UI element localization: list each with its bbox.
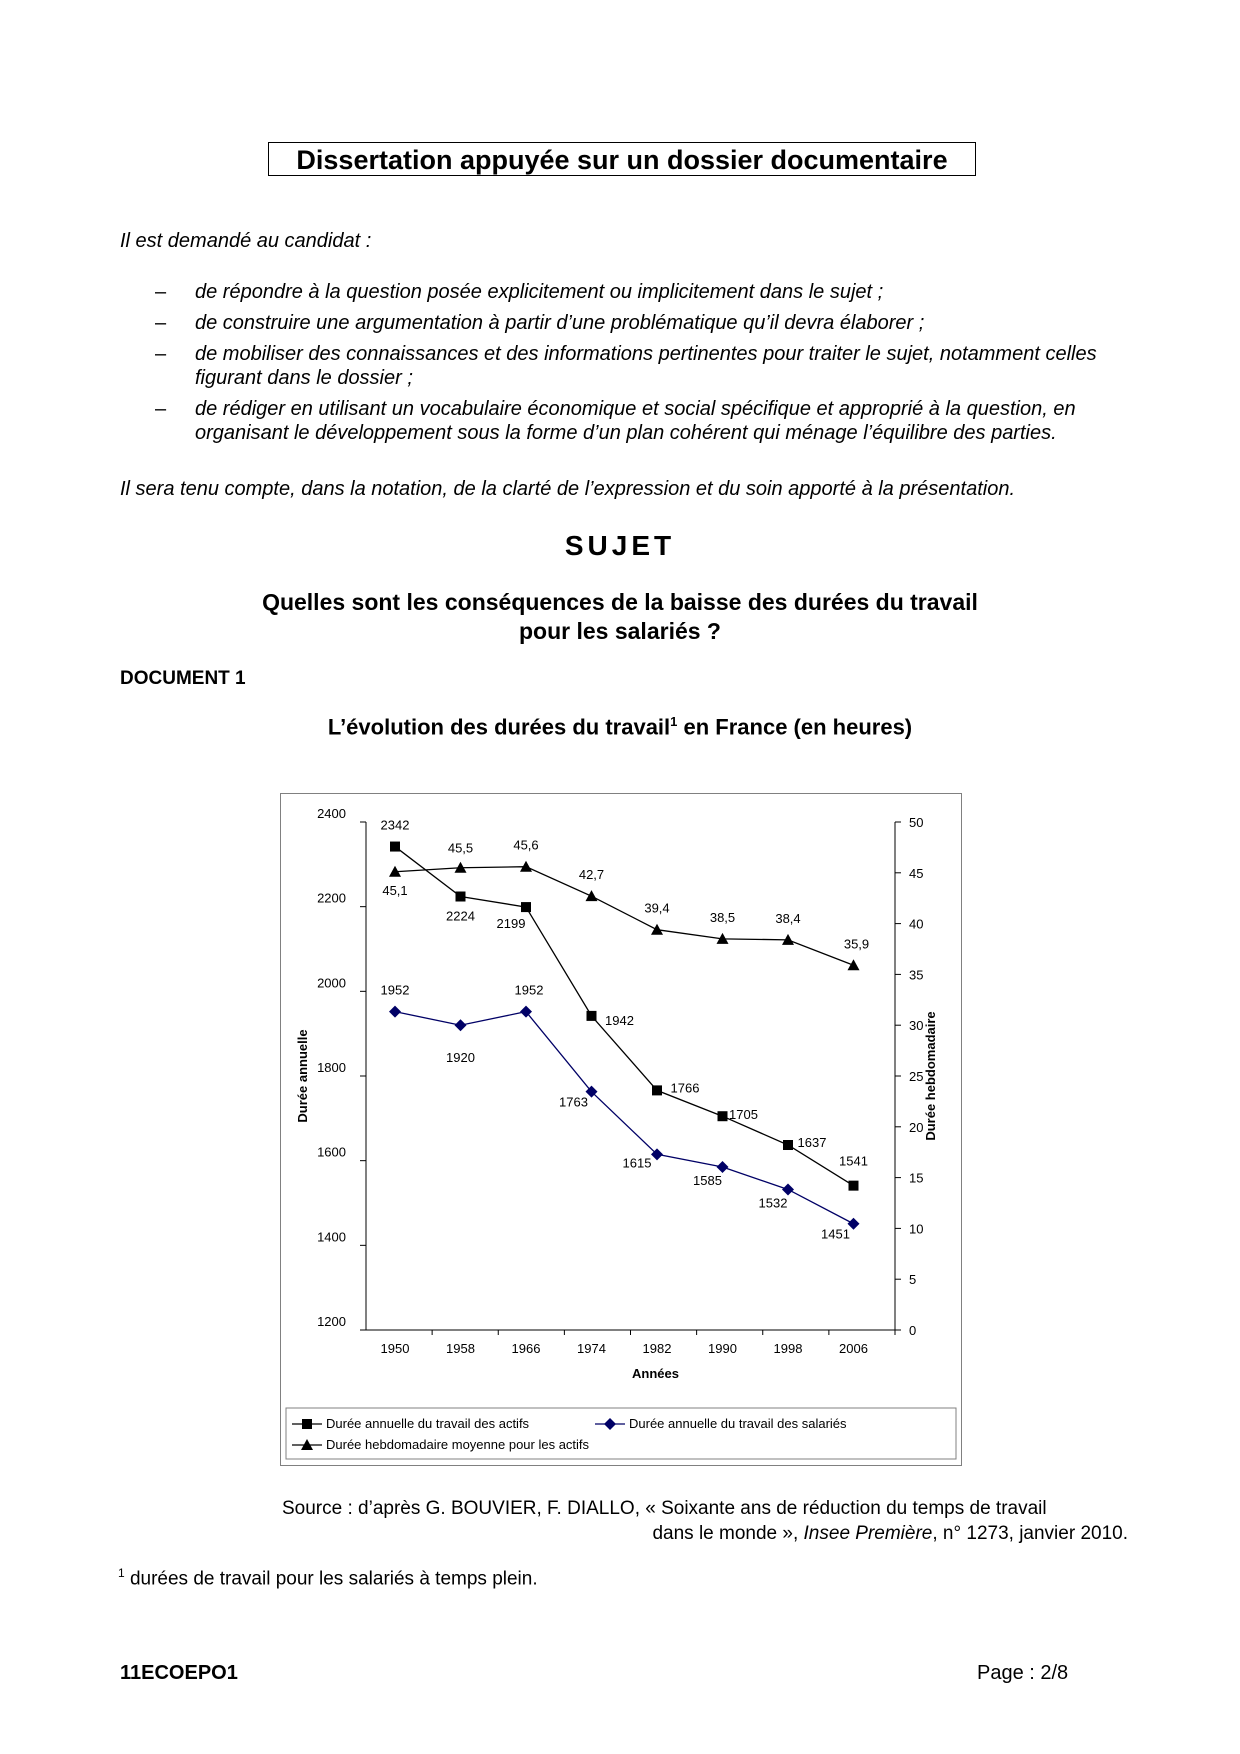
chart-title-part1: L’évolution des durées du travail: [327, 714, 671, 740]
data-point-square: [652, 1085, 662, 1095]
data-label: 1920: [446, 1050, 475, 1066]
data-label: 1532: [758, 1195, 788, 1211]
data-point-square: [521, 902, 531, 912]
data-label: 42,7: [578, 867, 605, 883]
right-tick-label: 0: [909, 1323, 917, 1338]
list-item: [150, 311, 1130, 335]
question-line-1: Quelles sont les conséquences de la baisse des durées du travail: [262, 589, 978, 615]
source-line-2a: dans le monde »,: [652, 1523, 804, 1544]
document-label: DOCUMENT 1: [120, 668, 246, 689]
list-item: [150, 342, 1130, 390]
left-tick-label: 1600: [317, 1144, 346, 1160]
bullet: –: [155, 281, 167, 303]
left-axis-title: Durée annuelle: [295, 1029, 310, 1123]
chart-title-part2: en France (en heures): [677, 714, 913, 740]
data-label: 1766: [670, 1080, 700, 1096]
x-axis-title: Années: [632, 1366, 679, 1381]
page-heading: Dissertation appuyée sur un dossier documentaire: [268, 142, 976, 176]
source-citation: [280, 1496, 1128, 1546]
legend-label: Durée hebdomadaire moyenne pour les actifs: [326, 1437, 590, 1452]
data-label: 1615: [622, 1155, 652, 1171]
data-label: 38,5: [709, 909, 736, 925]
chart-title-footnote-mark: 1: [670, 714, 678, 729]
right-tick-label: 30: [909, 1018, 924, 1034]
data-point-square: [456, 892, 466, 902]
footnote-mark: 1: [118, 1566, 125, 1580]
x-tick-label: 1974: [577, 1341, 606, 1356]
bullet: –: [155, 398, 167, 420]
x-tick-label: 2006: [839, 1341, 868, 1356]
list-item-text: de mobiliser des connaissances et des informations pertinentes pour traiter le sujet, notamment celles figurant dans le dossier ;: [195, 343, 1097, 389]
left-tick-label: 2400: [317, 806, 346, 821]
source-line-2: [280, 1521, 1128, 1546]
footer-page: Page : 2/8: [977, 1662, 1069, 1684]
footer-code: 11ECOEPO1: [120, 1662, 238, 1684]
data-label: 45,6: [513, 837, 539, 853]
footnote-text: durées de travail pour les salariés à temps plein.: [124, 1568, 538, 1590]
list-item-text: de répondre à la question posée explicitement ou implicitement dans le sujet ;: [195, 281, 884, 303]
data-label: 2224: [446, 908, 475, 924]
x-tick-label: 1998: [773, 1341, 803, 1356]
data-label: 2199: [496, 916, 526, 932]
bullet: –: [155, 312, 167, 334]
data-label: 1952: [514, 982, 544, 998]
right-axis-title: Durée hebdomadaire: [923, 1011, 938, 1141]
x-tick-label: 1982: [642, 1341, 672, 1356]
x-tick-label: 1958: [446, 1341, 475, 1356]
subject-question: [0, 588, 1240, 646]
data-label: 1585: [693, 1173, 722, 1189]
source-publication: Insee Première: [803, 1523, 933, 1544]
data-label: 2342: [380, 817, 410, 833]
right-tick-label: 35: [909, 967, 924, 983]
right-tick-label: 10: [909, 1221, 924, 1237]
legend-label: Durée annuelle du travail des actifs: [326, 1416, 530, 1431]
legend-marker-square: [302, 1419, 312, 1429]
left-tick-label: 1200: [317, 1314, 346, 1329]
footnote: [118, 1566, 538, 1590]
data-point-square: [587, 1011, 597, 1021]
data-label: 39,4: [644, 900, 670, 916]
data-label: 38,4: [775, 910, 801, 926]
chart: [280, 793, 962, 1466]
right-tick-label: 20: [909, 1119, 924, 1135]
x-tick-label: 1966: [511, 1341, 541, 1356]
right-tick-label: 50: [909, 815, 924, 830]
data-label: 1637: [797, 1135, 827, 1151]
data-label: 45,1: [382, 882, 408, 898]
legend-label: Durée annuelle du travail des salariés: [629, 1416, 847, 1431]
x-tick-label: 1950: [380, 1341, 410, 1356]
data-point-square: [783, 1140, 793, 1150]
left-tick-label: 1400: [317, 1229, 346, 1245]
list-item-text: de construire une argumentation à partir d’une problématique qu’il devra élaborer ;: [195, 312, 925, 334]
list-item: [150, 397, 1130, 445]
right-tick-label: 5: [909, 1272, 917, 1288]
data-label: 35,9: [843, 936, 870, 952]
intro-text: Il est demandé au candidat :: [120, 230, 372, 252]
data-label: 1541: [839, 1153, 868, 1169]
right-tick-label: 45: [909, 865, 924, 881]
data-point-square: [390, 842, 400, 852]
right-tick-label: 15: [909, 1170, 924, 1186]
data-label: 1763: [559, 1094, 588, 1110]
instruction-list: [150, 280, 1130, 452]
chart-svg: [280, 793, 962, 1466]
x-tick-label: 1990: [708, 1341, 737, 1356]
question-line-2: pour les salariés ?: [519, 618, 721, 644]
data-label: 1942: [605, 1012, 634, 1028]
data-point-square: [718, 1111, 728, 1121]
sujet-label: SUJET: [564, 530, 676, 561]
data-label: 45,5: [447, 840, 474, 856]
right-tick-label: 25: [909, 1069, 924, 1084]
notation-text: Il sera tenu compte, dans la notation, de la clarté de l’expression et du soin apporté à la présentation.: [120, 478, 1015, 500]
list-item-text: de rédiger en utilisant un vocabulaire économique et social spécifique et approprié à la question, en organisant le développement sous la forme d’un plan cohérent qui ménage l’équilibre des parties.: [195, 398, 1076, 444]
list-item: [150, 280, 1130, 304]
left-tick-label: 1800: [317, 1060, 346, 1075]
chart-title: [0, 714, 1240, 740]
left-tick-label: 2000: [317, 975, 346, 991]
bullet: –: [155, 343, 167, 365]
data-label: 1451: [821, 1226, 850, 1242]
data-label: 1705: [729, 1107, 758, 1123]
data-label: 1952: [380, 982, 410, 998]
data-point-square: [849, 1181, 859, 1191]
right-tick-label: 40: [909, 916, 924, 932]
source-line-2b: , n° 1273, janvier 2010.: [932, 1523, 1128, 1544]
source-line-1: Source : d’après G. BOUVIER, F. DIALLO, « Soixante ans de réduction du temps de travail: [282, 1498, 1047, 1519]
left-tick-label: 2200: [317, 890, 346, 906]
